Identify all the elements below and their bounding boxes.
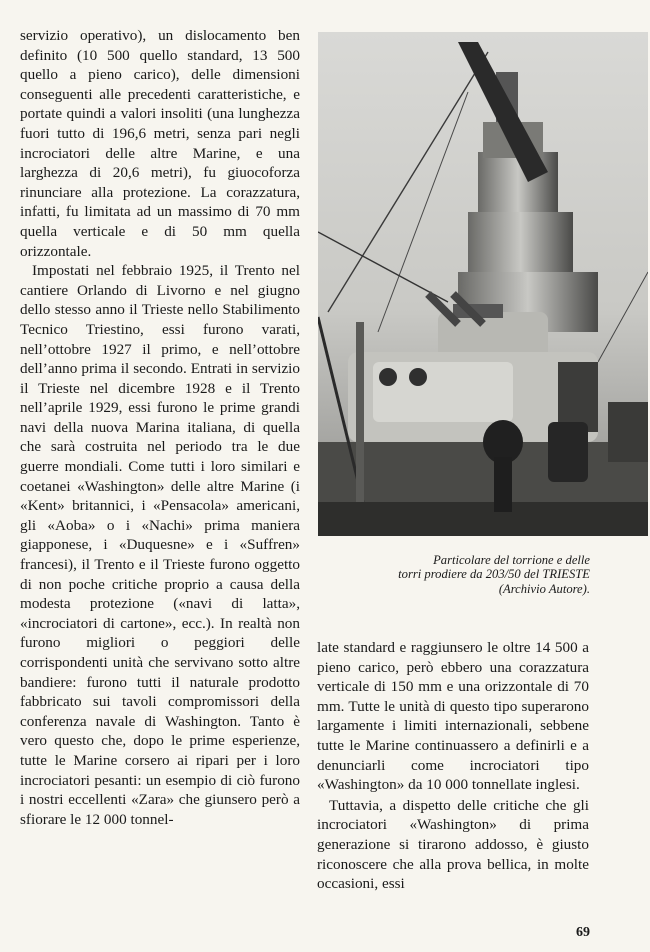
paragraph-1: servizio operativo), un dislocamento ben definito (10 500 quello standard, 13 500 quello a pieno carico), delle dimensioni conseguenti alle precedenti caratteristiche, e portate quindi a valori insoliti (una lunghezza fuori tutto di 196,6 metri, senza pari negli incrociatori delle altre Marine, e una larghezza di 20,6 metri), fu giuocoforza rinunciare alla protezione. La corazzatura, infatti, fu limitata ad un massimo di 70 mm quella verticale e di 50 mm quella orizzontale. <box>20 27 300 260</box>
paragraph-2: Impostati nel febbraio 1925, il Trento nel cantiere Orlando di Livorno e nel giugno dello stesso anno il Trieste nello Stabilimento Tecnico Triestino, essi furono varati, nell’ottobre 1927 il primo, e nell’ottobre dell’anno prima il secondo. Entrati in servizio il Trieste nel dicembre 1928 e il Trento nell’aprile 1929, essi furono le prime grandi navi della nuova Marina italiana, di quella che sarà costruita nel periodo tra le due guerre mondiali. Come tutti i loro similari e coetanei «Washington» delle altre Marine (i «Kent» britannici, i «Pensacola» americani, gli «Aoba» o i «Nachi» prima maniera giapponese, i «Duquesne» e i «Suffren» francesi), il Trento e il Trieste furono oggetto di non poche critiche proprio a causa della modesta protezione («navi di latta», «incrociatori di cartone», ecc.). In realtà non furono migliori o peggiori delle corrispondenti unità che servivano sotto altre bandiere: furono tutti il naturale prodotto fabbricato sui tavoli compromissori della conferenza navale di Washington. Tanto è vero questo che, dopo le prime esperienze, tutte le Marine corsero ai ripari per i loro incrociatori pesanti: un esempio di ciò furono i nostri eccellenti «Zara» che giunsero però a sfiorare le 12 000 tonnel- <box>20 262 300 828</box>
paragraph-4: Tuttavia, a dispetto delle critiche che gli incrociatori «Washington» di prima generazione si tirarono addosso, è giusto riconoscere che alla prova bellica, in molte occasioni, essi <box>317 796 589 893</box>
left-text-column <box>20 26 300 829</box>
paragraph-3: late standard e raggiunsero le oltre 14 500 a pieno carico, però ebbero una corazzatura verticale di 150 mm e una orizzontale di 70 mm. Tutte le unità di questo tipo superarono largamente i limiti internazionali, sebbene tutte le Marine continuassero a definirli e a denunciarli come incrociatori tipo «Washington» da 10 000 tonnellate inglesi. <box>317 639 589 794</box>
page-number: 69 <box>576 925 590 940</box>
ship-photo <box>318 32 648 536</box>
photo-caption <box>318 553 590 596</box>
caption-line-3: (Archivio Autore). <box>498 581 590 596</box>
right-text-column <box>317 638 589 894</box>
ship-turrets-illustration <box>318 32 648 536</box>
caption-line-2: torri prodiere da 203/50 del TRIESTE <box>398 567 590 582</box>
caption-line-1: Particolare del torrione e delle <box>433 553 590 567</box>
